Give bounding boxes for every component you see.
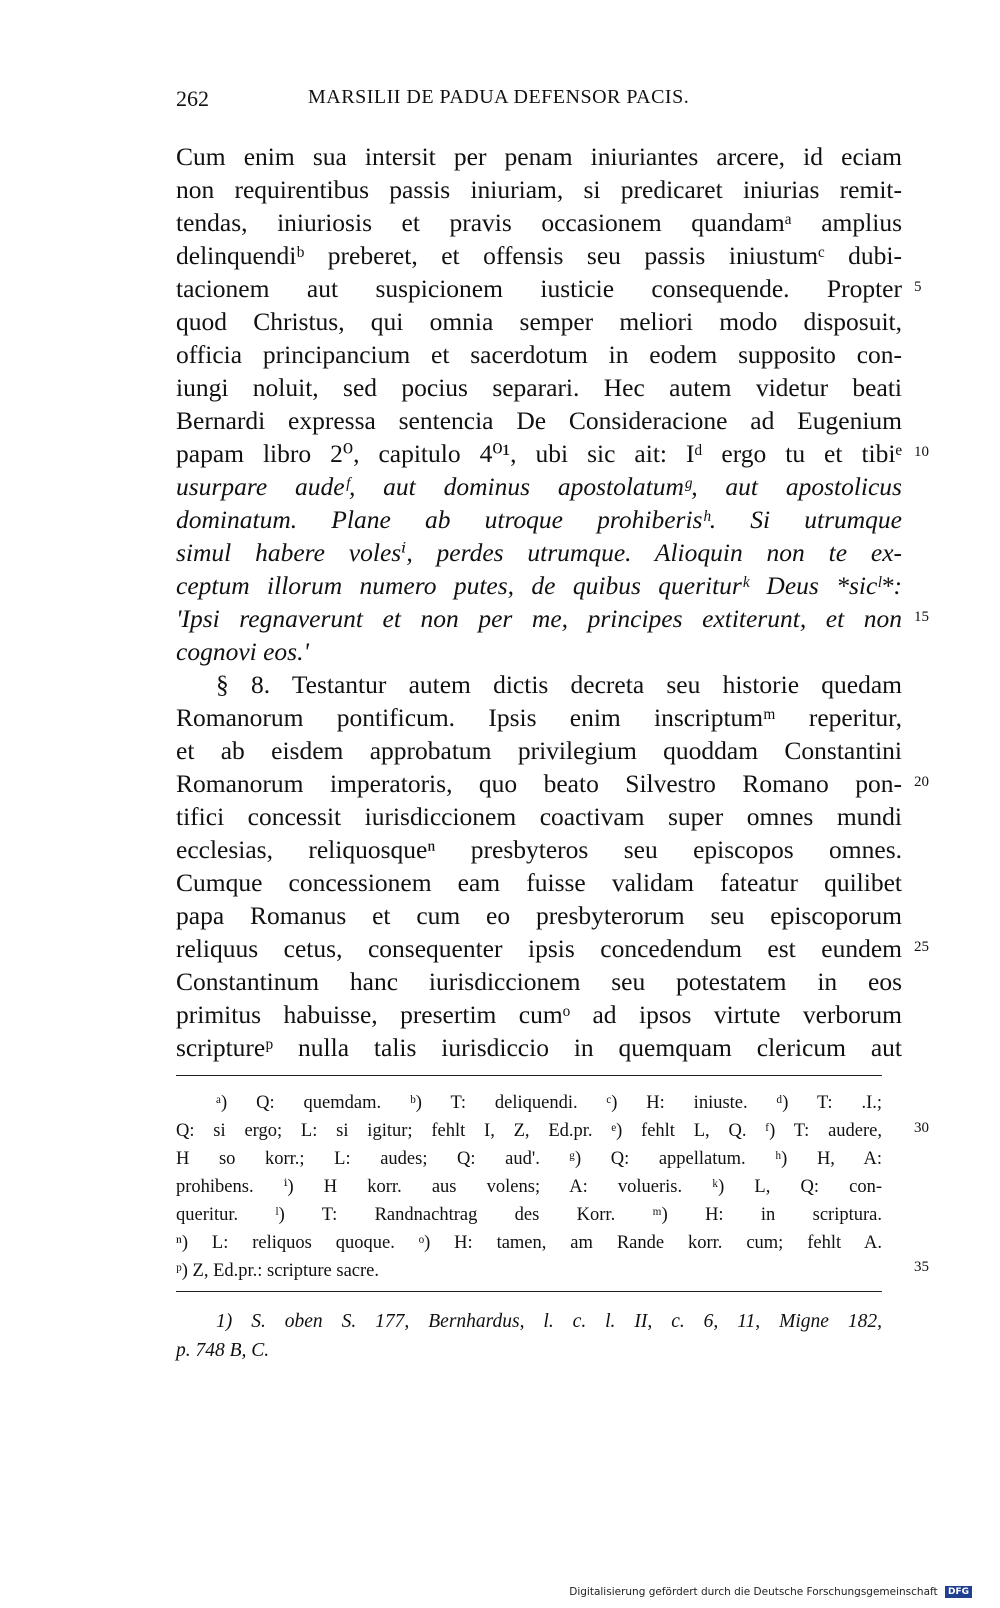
line-number: 25 [914, 939, 929, 955]
body-line: tacionem aut suspicionem iusticie consequende. Propter [176, 274, 902, 303]
quote-line: ceptum illorum numero putes, de quibus queriturᵏ Deus *sicˡ*: [176, 571, 902, 600]
note-line: p. 748 B, C. [176, 1340, 270, 1361]
line-number: 5 [914, 279, 922, 295]
dfg-logo: DFG [945, 1586, 972, 1598]
quote-line: usurpare audeᶠ, aut dominus apostolatumᵍ, aut apostolicus [176, 472, 902, 501]
body-line: officia principancium et sacerdotum in eodem supposito con- [176, 340, 902, 369]
apparatus-rule [176, 1075, 882, 1076]
notes-rule [176, 1291, 882, 1292]
body-line: delinquendiᵇ preberet, et offensis seu passis iniustumᶜ dubi- [176, 241, 902, 270]
body-line: quod Christus, qui omnia semper meliori modo disposuit, [176, 307, 902, 336]
line-number: 15 [914, 609, 929, 625]
quote-line: cognovi eos.' [176, 637, 309, 666]
body-line: ecclesias, reliquosqueⁿ presbyteros seu episcopos omnes. [176, 835, 902, 864]
apparatus-line: H so korr.; L: audes; Q: aud'. ᵍ) Q: appellatum. ʰ) H, A: [176, 1149, 882, 1169]
body-line: Cum enim sua intersit per penam iniuriantes arcere, id eciam [176, 142, 902, 171]
line-number: 30 [914, 1120, 929, 1136]
running-title: MARSILII DE PADUA DEFENSOR PACIS. [308, 86, 690, 108]
body-line: Romanorum pontificum. Ipsis enim inscriptumᵐ reperitur, [176, 703, 902, 732]
credit-text: Digitalisierung gefördert durch die Deutsche Forschungsgemeinschaft [569, 1586, 938, 1598]
body-line: tendas, iniuriosis et pravis occasionem quandamᵃ amplius [176, 208, 902, 237]
apparatus-line: queritur. ˡ) T: Randnachtrag des Korr. ᵐ) H: in scriptura. [176, 1205, 882, 1225]
body-line: Constantinum hanc iurisdiccionem seu potestatem in eos [176, 967, 902, 996]
apparatus-line: Q: si ergo; L: si igitur; fehlt I, Z, Ed.pr. ᵉ) fehlt L, Q. ᶠ) T: audere, [176, 1121, 882, 1141]
body-line: papam libro 2⁰, capitulo 4⁰¹, ubi sic ait: Iᵈ ergo tu et tibiᵉ [176, 439, 902, 468]
digitization-credit [569, 1586, 972, 1598]
page-number: 262 [176, 86, 209, 111]
apparatus-line: prohibens. ⁱ) H korr. aus volens; A: volueris. ᵏ) L, Q: con- [176, 1177, 882, 1197]
body-line: tifici concessit iurisdiccionem coactivam super omnes mundi [176, 802, 902, 831]
body-line: papa Romanus et cum eo presbyterorum seu episcoporum [176, 901, 902, 930]
line-number: 10 [914, 444, 929, 460]
apparatus-line: ᵃ) Q: quemdam. ᵇ) T: deliquendi. ᶜ) H: iniuste. ᵈ) T: .I.; [216, 1093, 882, 1113]
quote-line: simul habere volesⁱ, perdes utrumque. Alioquin non te ex- [176, 538, 902, 567]
body-line: reliquus cetus, consequenter ipsis concedendum est eundem [176, 934, 902, 963]
body-line: iungi noluit, sed pocius separari. Hec autem videtur beati [176, 373, 902, 402]
body-line: et ab eisdem approbatum privilegium quoddam Constantini [176, 736, 902, 765]
section-start-line: § 8. Testantur autem dictis decreta seu historie quedam [216, 670, 902, 699]
body-line: Bernardi expressa sentencia De Consideracione ad Eugenium [176, 406, 902, 435]
apparatus-line: ᵖ) Z, Ed.pr.: scripture sacre. [176, 1261, 380, 1281]
body-line: Romanorum imperatoris, quo beato Silvestro Romano pon- [176, 769, 902, 798]
line-number: 35 [914, 1259, 929, 1275]
body-line: scriptureᵖ nulla talis iurisdiccio in quemquam clericum aut [176, 1033, 902, 1062]
quote-line: dominatum. Plane ab utroque prohiberisʰ. Si utrumque [176, 505, 902, 534]
body-line: non requirentibus passis iniuriam, si predicaret iniurias remit- [176, 175, 902, 204]
note-line: 1) S. oben S. 177, Bernhardus, l. c. l. II, c. 6, 11, Migne 182, [216, 1311, 882, 1332]
body-line: primitus habuisse, presertim cumᵒ ad ipsos virtute verborum [176, 1000, 902, 1029]
page-header [176, 86, 906, 120]
quote-line: 'Ipsi regnaverunt et non per me, principes extiterunt, et non [176, 604, 902, 633]
line-number: 20 [914, 774, 929, 790]
body-line: Cumque concessionem eam fuisse validam fateatur quilibet [176, 868, 902, 897]
apparatus-line: ⁿ) L: reliquos quoque. ᵒ) H: tamen, am Rande korr. cum; fehlt A. [176, 1233, 882, 1253]
